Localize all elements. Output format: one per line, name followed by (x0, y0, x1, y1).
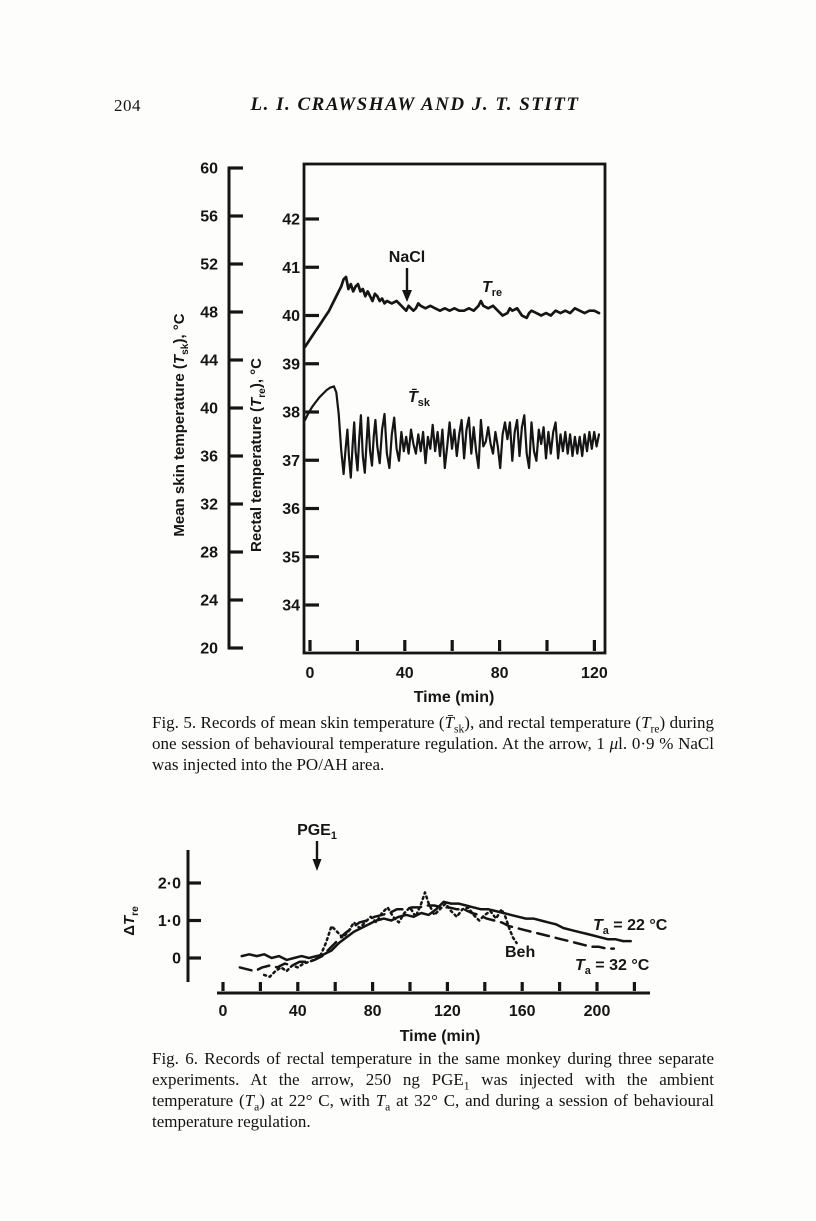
skin-tick-label: 28 (200, 544, 218, 562)
tsk-series-label: $T̄_{sk}$ (408, 389, 430, 409)
ta22-series-label: $T_a = 22$ °C (593, 917, 668, 937)
nacl-label: NaCl (388, 249, 426, 266)
figure-6-plotted-data (158, 876, 635, 1021)
x-tick-label: 0 (218, 1003, 228, 1020)
y-tick-label: 1·0 (157, 913, 181, 930)
rectal-tick-label: 37 (282, 452, 300, 470)
figure-6-caption: Fig. 6. Records of rectal temperature in the same monkey during three separate experiments. At the arrow, 250 ng $PGE_1$ was injected with the ambient temperature $(T_a)$ at 22° C, with $T_a$ at 32° C, and during a session of behavioural temperature regulation. (152, 1049, 714, 1131)
x-tick-label: 160 (508, 1003, 536, 1020)
figure-5-caption: Fig. 5. Records of mean skin temperature $(T̄_{sk})$, and rectal temperature $(T_{re})$ during one session of behavioural temperature regulation. At the arrow, 1 μl. 0·9 % NaCl was injected into the PO/AH area. (152, 713, 714, 774)
plot-frame (304, 164, 605, 653)
skin-tick-label: 24 (200, 592, 218, 610)
rectal-tick-label: 39 (282, 356, 300, 374)
skin-tick-label: 40 (200, 400, 218, 418)
running-title: L. I. CRAWSHAW AND J. T. STITT (250, 94, 580, 115)
x-tick-label: 80 (490, 665, 509, 682)
skin-tick-label: 36 (200, 448, 218, 466)
rectal-axis-label: Rectal temperature $(T_{re})$, °C (248, 357, 268, 553)
pge1-label: $PGE_1$ (297, 822, 337, 842)
ambient-22C-trace (242, 902, 631, 960)
figure-5-chart (140, 140, 640, 715)
skin-tick-label: 60 (200, 160, 218, 178)
mean-skin-temperature-trace (305, 386, 599, 477)
x-tick-label: 200 (583, 1003, 611, 1020)
skin-tick-label: 52 (200, 256, 218, 274)
rectal-tick-label: 36 (282, 501, 300, 518)
rectal-tick-label: 38 (282, 404, 300, 422)
skin-axis-label: Mean skin temperature $(T_{sk})$, °C (171, 313, 191, 537)
skin-tick-label: 48 (200, 304, 218, 322)
rectal-tick-label: 41 (282, 259, 300, 277)
skin-tick-label: 44 (200, 352, 218, 370)
rectal-temperature-trace (305, 277, 599, 347)
nacl-arrowhead (402, 290, 412, 302)
beh-series-label: Beh (505, 944, 536, 961)
rectal-tick-label: 40 (282, 308, 300, 325)
x-tick-label: 120 (434, 1003, 461, 1020)
y-axis-label: $\Delta T_{re}$ (121, 906, 141, 936)
y-tick-label: 0 (172, 950, 181, 968)
rectal-tick-label: 34 (282, 597, 300, 615)
skin-tick-label: 56 (200, 208, 218, 226)
figure-6-chart (110, 795, 710, 1065)
x-axis-label: Time (min) (399, 1028, 481, 1045)
x-axis-label: Time (min) (413, 689, 495, 706)
pge1-arrowhead (313, 859, 322, 871)
x-tick-label: 40 (288, 1003, 307, 1020)
tre-series-label: $T_{re}$ (482, 279, 503, 299)
x-tick-label: 120 (581, 665, 608, 682)
x-tick-label: 40 (395, 665, 414, 682)
x-tick-label: 0 (305, 665, 315, 682)
y-tick-label: 2·0 (157, 875, 181, 893)
x-tick-label: 80 (363, 1003, 382, 1020)
skin-tick-label: 20 (200, 640, 218, 658)
behavioural-regulation-trace (264, 892, 516, 976)
rectal-tick-label: 42 (282, 211, 300, 229)
rectal-tick-label: 35 (282, 549, 300, 567)
skin-tick-label: 32 (200, 496, 218, 514)
ta32-series-label: $T_a = 32$ °C (575, 957, 650, 977)
page-number: 204 (114, 96, 141, 115)
